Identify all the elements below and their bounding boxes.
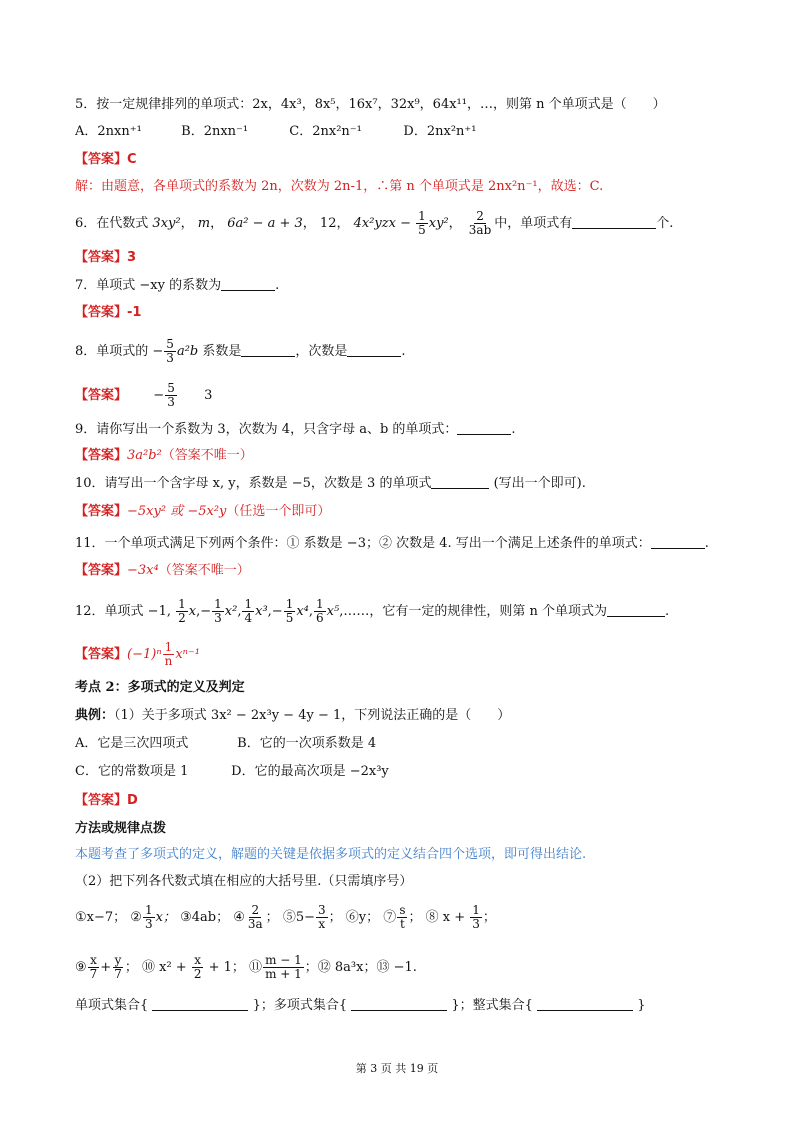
q6-term-3: 6a² − a + 3 bbox=[227, 216, 303, 231]
q11-stem bbox=[75, 534, 734, 554]
q7-end: . bbox=[275, 278, 280, 293]
items-line-2: ⑨ $\frac{x}{7}$ + $\frac{y}{7}$ ； ⑩ x² + $\frac{x}{2}$ + 1； ⑪ $\frac{m - 1}{m + 1}$ ；⑫ 8a³x；⑬ −1. bbox=[75, 953, 417, 981]
q6-suffix: 中，单项式有 bbox=[494, 216, 573, 231]
set-line bbox=[75, 996, 734, 1016]
q10-blank[interactable] bbox=[431, 474, 489, 489]
q11-answer-value: −3x⁴ bbox=[127, 563, 159, 578]
example-stem bbox=[75, 706, 734, 726]
q10-end: (写出一个即可). bbox=[489, 476, 586, 491]
q5-answer-value: C bbox=[127, 152, 137, 167]
q8-blank-degree[interactable] bbox=[347, 342, 401, 357]
set-mono-label: 单项式集合{ bbox=[75, 998, 149, 1013]
q6-answer bbox=[75, 248, 734, 268]
q8-stem bbox=[75, 338, 734, 365]
q12-answer-value: (−1)ⁿ $\frac{1}{n}$ xⁿ⁻¹ bbox=[127, 640, 201, 668]
page-footer: 第 3 页 共 19 页 bbox=[355, 1062, 439, 1075]
q8-answer bbox=[75, 382, 734, 409]
q6-term-1: 3xy² bbox=[152, 216, 181, 231]
q7-answer bbox=[75, 303, 734, 323]
q12-answer bbox=[75, 641, 734, 668]
q8-answer-degree: 3 bbox=[204, 388, 213, 403]
q5-answer bbox=[75, 150, 734, 170]
q10-answer-note: （任选一个即可） bbox=[226, 504, 331, 519]
q8-mid2: ，次数是 bbox=[295, 344, 348, 359]
q10-answer-value: −5xy² 或 −5x²y bbox=[127, 504, 227, 519]
method-title: 方法或规律点拨 bbox=[75, 821, 167, 836]
set-poly-label: }；多项式集合{ bbox=[252, 998, 348, 1013]
q12-term: $\frac{1}{4}$ x³ bbox=[244, 597, 268, 625]
answer-tag: 【答案】 bbox=[75, 647, 128, 662]
answer-tag: 【答案】 bbox=[75, 793, 128, 808]
example-option-a[interactable]: A．它是三次四项式 bbox=[75, 736, 189, 751]
q5-option-b[interactable]: B．2nxn⁻¹ bbox=[181, 124, 249, 139]
example-options-2 bbox=[75, 762, 734, 782]
q11-answer bbox=[75, 561, 734, 581]
q12-term: $\frac{1}{6}$ x⁵ bbox=[316, 597, 340, 625]
example-label: 典例： bbox=[75, 708, 115, 723]
example-option-d[interactable]: D．它的最高次项是 −2x³y bbox=[231, 764, 389, 779]
q8-mid: 系数是 bbox=[198, 344, 242, 359]
example-answer bbox=[75, 791, 734, 811]
q6-term-5: 4x²yzx − bbox=[353, 216, 416, 231]
set-int-label: }；整式集合{ bbox=[451, 998, 533, 1013]
section-title: 考点 2：多项式的定义及判定 bbox=[75, 680, 245, 695]
q6-stem: 6．在代数式 3xy²， m， 6a² − a + 3， 12， 4x²yzx − $\frac{1}{5}$ xy²， $\frac{2}{3ab}$ 中，单项式有 个. bbox=[75, 209, 674, 237]
q6-term-5b: xy² bbox=[428, 216, 449, 231]
q9-answer-note: （答案不唯一） bbox=[161, 448, 253, 463]
q12-suffix: ,……，它有一定的规律性，则第 n 个单项式为 bbox=[339, 604, 607, 619]
answer-tag: 【答案】 bbox=[75, 448, 128, 463]
q5-stem: 5．按一定规律排列的单项式：2x，4x³，8x⁵，16x⁷，32x⁹，64x¹¹，…，则第 n 个单项式是（ ） bbox=[75, 97, 666, 112]
q6-prefix: 6．在代数式 bbox=[75, 216, 149, 231]
q6-frac-b: $\frac{2}{3ab}$ bbox=[468, 209, 492, 237]
method-text: 本题考查了多项式的定义，解题的关键是依据多项式的定义结合四个选项，即可得出结论. bbox=[75, 847, 587, 862]
q12-term: $\frac{1}{2}$ x bbox=[178, 597, 197, 625]
q6-frac-a: $\frac{1}{5}$ bbox=[418, 209, 426, 237]
q10-stem bbox=[75, 474, 734, 494]
set-poly-blank[interactable] bbox=[351, 996, 447, 1011]
q8-answer-sign: − bbox=[153, 388, 165, 403]
answer-tag: 【答案】 bbox=[75, 250, 128, 265]
q9-answer bbox=[75, 446, 734, 466]
example-options-1 bbox=[75, 734, 734, 754]
example-text: （1）关于多项式 3x² − 2x³y − 4y − 1，下列说法正确的是（ ） bbox=[114, 708, 511, 723]
q12-prefix: 12．单项式 −1, bbox=[75, 604, 176, 619]
q6-end: 个. bbox=[656, 216, 674, 231]
set-mono-blank[interactable] bbox=[152, 996, 248, 1011]
q8-frac: $\frac{5}{3}$ bbox=[166, 337, 174, 365]
q9-stem bbox=[75, 420, 734, 440]
q11-text: 11．一个单项式满足下列两个条件：① 系数是 −3；② 次数是 4. 写出一个满足上述条件的单项式： bbox=[75, 536, 651, 551]
q5-options bbox=[75, 122, 734, 142]
answer-tag: 【答案】 bbox=[75, 305, 128, 320]
q5-option-c[interactable]: C．2nx²n⁻¹ bbox=[289, 124, 362, 139]
answer-tag: 【答案】 bbox=[75, 152, 128, 167]
q8-blank-coef[interactable] bbox=[241, 342, 295, 357]
q5-option-d[interactable]: D．2nx²n⁺¹ bbox=[403, 124, 477, 139]
q11-end: . bbox=[704, 536, 709, 551]
q9-answer-value: 3a²b² bbox=[127, 448, 162, 463]
q7-blank[interactable] bbox=[221, 276, 275, 291]
answer-tag: 【答案】 bbox=[75, 563, 128, 578]
q7-stem bbox=[75, 276, 734, 296]
q7-text: 7．单项式 −xy 的系数为 bbox=[75, 278, 222, 293]
example-option-c[interactable]: C．它的常数项是 1 bbox=[75, 764, 189, 779]
example-option-b[interactable]: B．它的一次项系数是 4 bbox=[237, 736, 377, 751]
items-line-1: ①x−7； ② $\frac{1}{3}$ x； ③4ab； ④ $\frac{2}{3a}$ ； ⑤5− $\frac{3}{x}$ ； ⑥y； ⑦ $\frac{s}{t}$ ； ⑧ x + $\frac{1}{3}$ ； bbox=[75, 903, 496, 931]
q12-term: − $\frac{1}{5}$ x⁴ bbox=[271, 597, 309, 625]
q8-end: . bbox=[401, 344, 406, 359]
q12-blank[interactable] bbox=[607, 602, 665, 617]
q6-blank[interactable] bbox=[572, 214, 656, 229]
q10-text: 10．请写出一个含字母 x, y，系数是 −5，次数是 3 的单项式 bbox=[75, 476, 432, 491]
answer-tag: 【答案】 bbox=[75, 504, 128, 519]
q12-term: − $\frac{1}{3}$ x² bbox=[200, 597, 238, 625]
q8-prefix: 8．单项式的 − bbox=[75, 344, 164, 359]
q8-answer-frac: $\frac{5}{3}$ bbox=[167, 381, 175, 409]
q9-text: 9．请你写出一个系数为 3，次数为 4，只含字母 a、b 的单项式： bbox=[75, 422, 458, 437]
part2-stem: （2）把下列各代数式填在相应的大括号里.（只需填序号） bbox=[75, 874, 413, 889]
q12-stem: 12．单项式 −1, $\frac{1}{2}$ x,− $\frac{1}{3}$ x², $\frac{1}{4}$ x³,− $\frac{1}{5}$ x⁴, $\frac{1}{6}$ x⁵,……，它有一定的规律性，则第 n 个单项式为 . bbox=[75, 597, 670, 625]
q6-answer-value: 3 bbox=[127, 250, 137, 265]
q9-end: . bbox=[511, 422, 516, 437]
q8-var: a²b bbox=[176, 344, 199, 359]
q10-answer bbox=[75, 502, 734, 522]
q11-blank[interactable] bbox=[651, 534, 705, 549]
example-answer-value: D bbox=[127, 793, 138, 808]
q7-answer-value: -1 bbox=[127, 305, 142, 320]
q6-term-2: m bbox=[197, 216, 211, 231]
set-int-blank[interactable] bbox=[537, 996, 633, 1011]
q9-blank[interactable] bbox=[457, 420, 511, 435]
q11-answer-note: （答案不唯一） bbox=[158, 563, 250, 578]
q12-end: . bbox=[665, 604, 670, 619]
answer-tag: 【答案】 bbox=[75, 388, 128, 403]
q5-option-a[interactable]: A．2nxn⁺¹ bbox=[75, 124, 142, 139]
q6-term-4: 12 bbox=[319, 216, 337, 231]
q5-solution: 解：由题意，各单项式的系数为 2n，次数为 2n-1，∴第 n 个单项式是 2nx²n⁻¹，故选：C. bbox=[75, 179, 604, 194]
set-close: } bbox=[637, 998, 646, 1013]
